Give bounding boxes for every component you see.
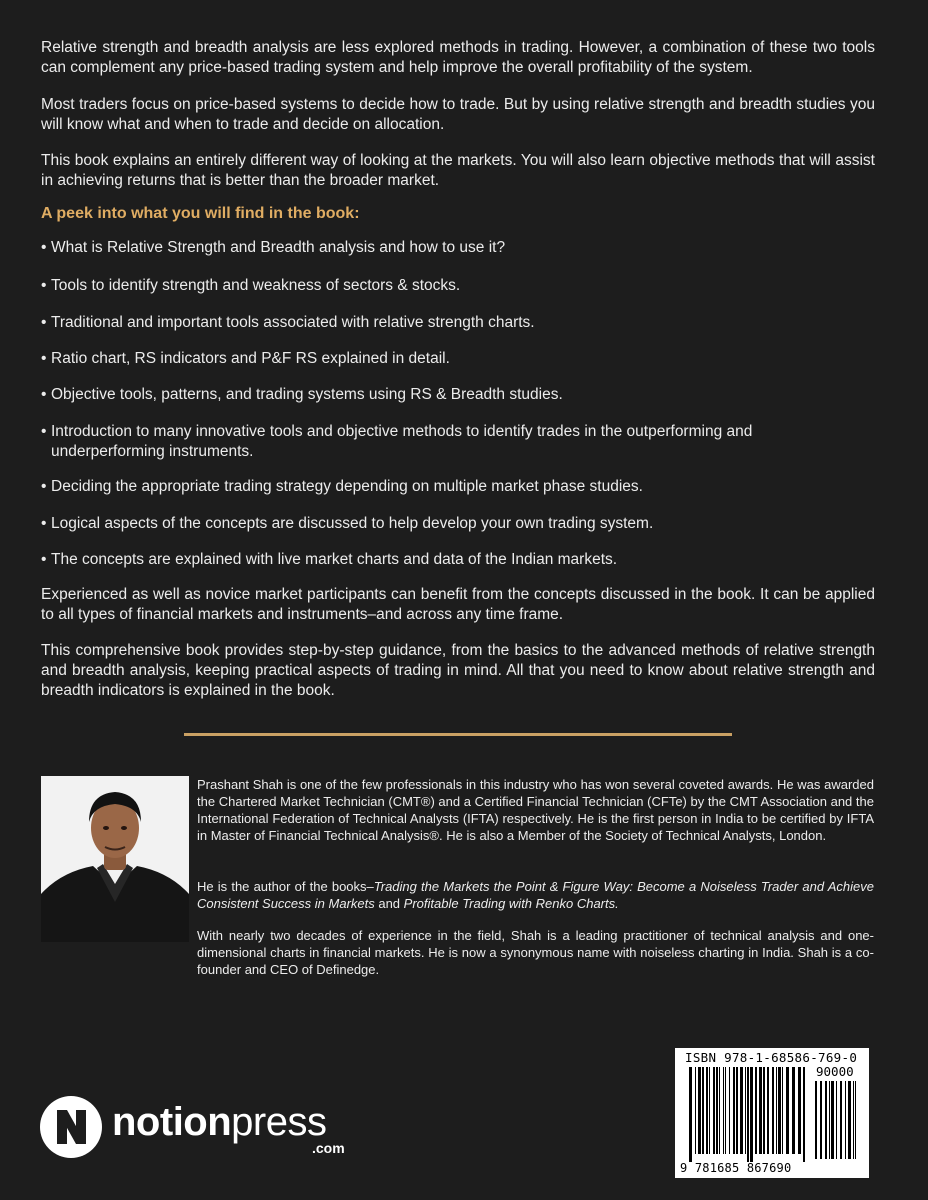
list-item: • Introduction to many innovative tools and objective methods to identify trades in the outperforming and underperforming instruments. (41, 423, 753, 460)
barcode-bars (689, 1067, 807, 1162)
author-bio-paragraph-1: Prashant Shah is one of the few professionals in this industry who has won several coveted awards. He was awarded the Chartered Market Technician (CMT®) and a Certified Financial Technician (CFTe) by the CMT Association and the International Federation of Technical Analysts (IFTA) respectively. He is the first person in India to be certified by IFTA in Master of Financial Technical Analysis®. He is also a Member of the Society of Technical Analysts, London. (197, 777, 874, 843)
intro-paragraph-1: Relative strength and breadth analysis are less explored methods in trading. However, a combination of these two tools can complement any price-based trading system and help improve the overall profitability of the system. (41, 39, 875, 76)
publisher-name: notionpress (112, 1100, 327, 1144)
isbn-text: ISBN 978-1-68586-769-0 (685, 1050, 858, 1065)
book-title: Profitable Trading with Renko Charts. (403, 896, 619, 911)
peek-heading: A peek into what you will find in the book: (41, 205, 360, 222)
list-item: • Logical aspects of the concepts are discussed to help develop your own trading system. (41, 515, 654, 532)
author-photo (41, 776, 189, 942)
author-bio-paragraph-3: With nearly two decades of experience in the field, Shah is a leading practitioner of technical analysis and one-dimensional charts in financial markets. He is now a synonymous name with noiseless charting in India. Shah is a co-founder and CEO of Definedge. (197, 928, 874, 977)
intro-paragraph-2: Most traders focus on price-based systems to decide how to trade. But by using relative strength and breadth studies you will know what and when to trade and decide on allocation. (41, 96, 875, 133)
intro-paragraph-3: This book explains an entirely different way of looking at the markets. You will also learn objective methods that will assist in achieving returns that is better than the broader market. (41, 152, 875, 189)
publisher-logo-icon (40, 1096, 102, 1158)
publisher-domain: .com (312, 1140, 345, 1156)
bio-text: and (374, 896, 404, 911)
closing-paragraph-2: This comprehensive book provides step-by-step guidance, from the basics to the advanced methods of relative strength and breadth analysis, keeping practical aspects of trading in mind. All that you need to know about relative strength and breadth indicators is explained in the book. (41, 642, 875, 699)
list-item: • Deciding the appropriate trading strategy depending on multiple market phase studies. (41, 478, 643, 495)
isbn-barcode (675, 1048, 869, 1178)
bio-text: He is the author of the books– (197, 879, 374, 894)
addon-barcode-bars (815, 1081, 859, 1167)
list-item: • Tools to identify strength and weakness of sectors & stocks. (41, 277, 461, 294)
price-code: 90000 (816, 1064, 854, 1079)
ean-digits: 9 781685 867690 (680, 1161, 792, 1175)
list-item: • Objective tools, patterns, and trading systems using RS & Breadth studies. (41, 386, 563, 403)
list-item: • Traditional and important tools associated with relative strength charts. (41, 314, 535, 331)
book-title: Trading the Markets the Point & Figure Way: Become a Noiseless Trader and Achieve Consistent Success in Markets (197, 879, 874, 911)
list-item: • What is Relative Strength and Breadth analysis and how to use it? (41, 239, 506, 256)
author-bio-paragraph-2 (197, 878, 874, 912)
list-item: • Ratio chart, RS indicators and P&F RS explained in detail. (41, 350, 450, 367)
list-item: • The concepts are explained with live market charts and data of the Indian markets. (41, 551, 618, 568)
section-divider (184, 733, 732, 736)
closing-paragraph-1: Experienced as well as novice market participants can benefit from the concepts discussed in the book. It can be applied to all types of financial markets and instruments–and across any time frame. (41, 586, 875, 623)
